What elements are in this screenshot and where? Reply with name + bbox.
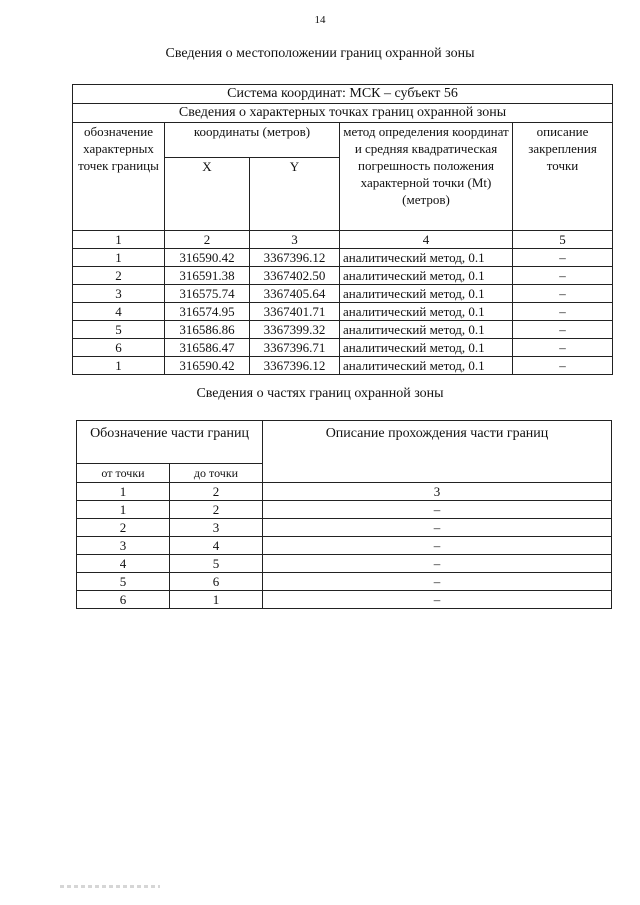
column-number: 5	[513, 231, 613, 249]
from-point: 1	[77, 483, 170, 501]
point-id: 1	[73, 249, 165, 267]
header-to-point: до точки	[170, 464, 263, 483]
table-row	[77, 591, 612, 609]
header-coordinates: координаты (метров)	[165, 123, 340, 158]
description: –	[513, 303, 613, 321]
column-number: 3	[250, 231, 340, 249]
table-row	[77, 501, 612, 519]
boundary-parts-table	[76, 420, 612, 609]
header-part-designation: Обозначение части границ	[77, 421, 263, 464]
coord-x: 316586.47	[165, 339, 250, 357]
from-point: 3	[77, 537, 170, 555]
from-point: 4	[77, 555, 170, 573]
column-number: 4	[340, 231, 513, 249]
table-row	[73, 339, 613, 357]
description: –	[513, 249, 613, 267]
table-subtitle-cell: Сведения о характерных точках границ охранной зоны	[73, 104, 613, 123]
to-point: 4	[170, 537, 263, 555]
from-point: 6	[77, 591, 170, 609]
method: аналитический метод, 0.1	[340, 285, 513, 303]
from-point: 1	[77, 501, 170, 519]
description: –	[513, 267, 613, 285]
section-title-boundaries: Сведения о местоположении границ охранной зоны	[165, 46, 475, 61]
table-row	[77, 537, 612, 555]
part-description: –	[263, 537, 612, 555]
scan-artifact	[60, 885, 160, 888]
from-point: 2	[77, 519, 170, 537]
coord-system-cell: Система координат: МСК – субъект 56	[73, 85, 613, 104]
coord-x: 316590.42	[165, 357, 250, 375]
coord-y: 3367396.12	[250, 249, 340, 267]
table-row	[73, 285, 613, 303]
point-id: 6	[73, 339, 165, 357]
to-point: 6	[170, 573, 263, 591]
coord-y: 3367396.71	[250, 339, 340, 357]
coord-x: 316574.95	[165, 303, 250, 321]
part-description: –	[263, 555, 612, 573]
method: аналитический метод, 0.1	[340, 267, 513, 285]
coord-y: 3367401.71	[250, 303, 340, 321]
header-method: метод определения координат и средняя квадратическая погрешность положения характерной точки (Mt) (метров)	[340, 123, 513, 231]
table-row	[77, 573, 612, 591]
section-title-boundary-parts: Сведения о частях границ охранной зоны	[196, 386, 444, 401]
page-number: 14	[314, 14, 326, 26]
to-point: 3	[170, 519, 263, 537]
description: –	[513, 321, 613, 339]
coord-y: 3367402.50	[250, 267, 340, 285]
header-y: Y	[250, 158, 340, 231]
column-number: 1	[73, 231, 165, 249]
description: –	[513, 339, 613, 357]
header-x: X	[165, 158, 250, 231]
point-id: 3	[73, 285, 165, 303]
point-id: 2	[73, 267, 165, 285]
method: аналитический метод, 0.1	[340, 303, 513, 321]
part-description: –	[263, 591, 612, 609]
method: аналитический метод, 0.1	[340, 339, 513, 357]
coord-x: 316575.74	[165, 285, 250, 303]
table-row	[73, 321, 613, 339]
table-row	[73, 357, 613, 375]
part-description: –	[263, 501, 612, 519]
table-row	[73, 249, 613, 267]
to-point: 5	[170, 555, 263, 573]
point-id: 5	[73, 321, 165, 339]
from-point: 5	[77, 573, 170, 591]
point-id: 1	[73, 357, 165, 375]
point-id: 4	[73, 303, 165, 321]
method: аналитический метод, 0.1	[340, 357, 513, 375]
header-part-description: Описание прохождения части границ	[263, 421, 612, 483]
part-description: 3	[263, 483, 612, 501]
to-point: 2	[170, 501, 263, 519]
table-row	[77, 555, 612, 573]
coord-x: 316591.38	[165, 267, 250, 285]
coord-x: 316586.86	[165, 321, 250, 339]
description: –	[513, 285, 613, 303]
coord-y: 3367396.12	[250, 357, 340, 375]
table-row	[73, 267, 613, 285]
part-description: –	[263, 519, 612, 537]
method: аналитический метод, 0.1	[340, 249, 513, 267]
header-from-point: от точки	[77, 464, 170, 483]
characteristic-points-table	[72, 84, 613, 375]
to-point: 2	[170, 483, 263, 501]
coord-y: 3367399.32	[250, 321, 340, 339]
table-row	[77, 483, 612, 501]
column-number: 2	[165, 231, 250, 249]
coord-y: 3367405.64	[250, 285, 340, 303]
table-row	[73, 303, 613, 321]
method: аналитический метод, 0.1	[340, 321, 513, 339]
coord-x: 316590.42	[165, 249, 250, 267]
description: –	[513, 357, 613, 375]
header-point-designation: обозначение характерных точек границы	[73, 123, 165, 231]
to-point: 1	[170, 591, 263, 609]
header-description: описание закрепления точки	[513, 123, 613, 231]
table-row	[77, 519, 612, 537]
part-description: –	[263, 573, 612, 591]
